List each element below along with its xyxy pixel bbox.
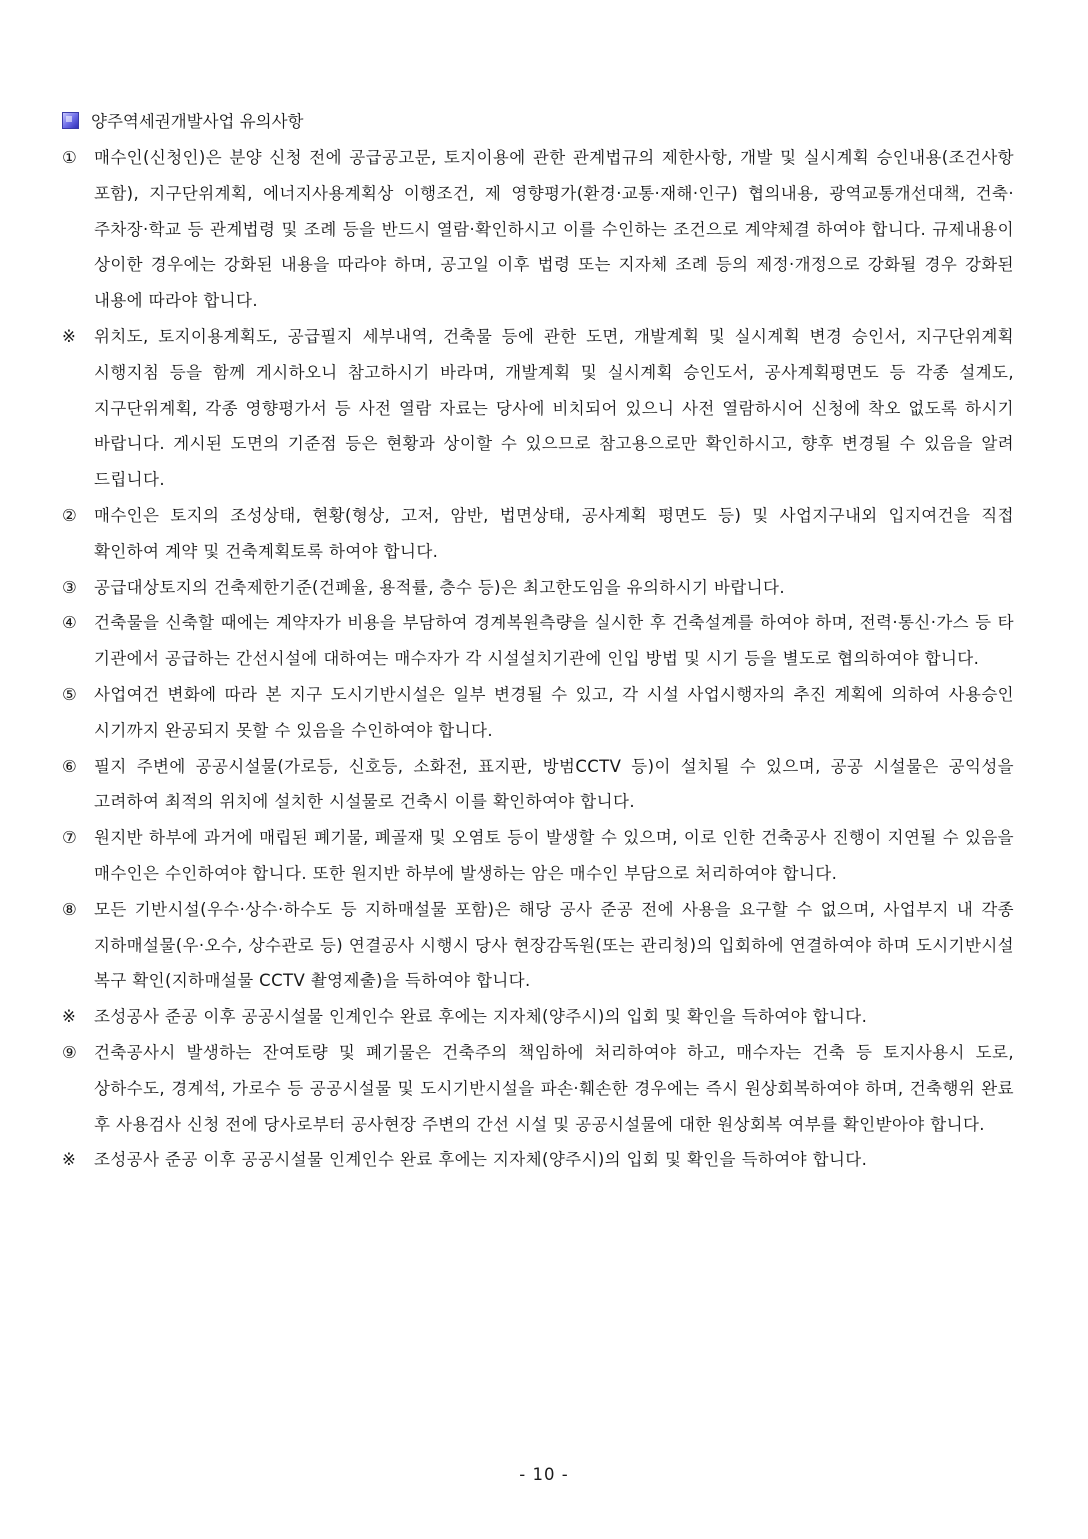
notice-item-6 — [62, 749, 1014, 821]
page-number: - 10 - — [519, 1465, 569, 1484]
notice-item-8 — [62, 892, 1014, 999]
notice-item-7 — [62, 820, 1014, 892]
item-marker: ⑦ — [62, 828, 77, 848]
item-text: 사업여건 변화에 따라 본 지구 도시기반시설은 일부 변경될 수 있고, 각 시설 사업시행자의 추진 계획에 의하여 사용승인 시기까지 완공되지 못할 수 있음을 수인하여야 합니다. — [94, 684, 1014, 740]
notice-list — [62, 140, 1014, 1178]
item-marker: ⑨ — [62, 1042, 77, 1062]
item-marker: ※ — [62, 1007, 76, 1027]
item-text: 건축공사시 발생하는 잔여토량 및 폐기물은 건축주의 책임하에 처리하여야 하고, 매수자는 건축 등 토지사용시 도로, 상하수도, 경계석, 가로수 등 공공시설물 및 도시기반시설을 파손·훼손한 경우에는 즉시 원상회복하여야 하며, 건축행위 완료 후 사용검사 신청 전에 당사로부터 공사현장 주변의 간선 시설 및 공공시설물에 대한 원상회복 여부를 확인받아야 합니다. — [94, 1042, 1014, 1134]
notice-item-4 — [62, 605, 1014, 677]
notice-item-note-2 — [62, 999, 1014, 1035]
item-text: 건축물을 신축할 때에는 계약자가 비용을 부담하여 경계복원측량을 실시한 후 건축설계를 하여야 하며, 전력·통신·가스 등 타 기관에서 공급하는 간선시설에 대하여는 매수자가 각 시설설치기관에 인입 방법 및 시기 등을 별도로 협의하여야 합니다. — [94, 613, 1014, 669]
item-marker: ⑥ — [62, 756, 77, 776]
item-marker: ⑧ — [62, 899, 77, 919]
item-marker: ⑤ — [62, 684, 77, 704]
item-text: 조성공사 준공 이후 공공시설물 인계인수 완료 후에는 지자체(양주시)의 입회 및 확인을 득하여야 합니다. — [94, 1150, 868, 1170]
notice-item-3 — [62, 570, 1014, 606]
item-marker: ※ — [62, 326, 76, 346]
item-text: 공급대상토지의 건축제한기준(건폐율, 용적률, 층수 등)은 최고한도임을 유의하시기 바랍니다. — [94, 577, 786, 597]
section-heading — [62, 107, 303, 133]
item-text: 매수인(신청인)은 분양 신청 전에 공급공고문, 토지이용에 관한 관계법규의 제한사항, 개발 및 실시계획 승인내용(조건사항 포함), 지구단위계획, 에너지사용계획상 이행조건, 제 영향평가(환경·교통·재해·인구) 협의내용, 광역교통개선대책, 건축·주차장·학교 등 관계법령 및 조례 등을 반드시 열람·확인하시고 이를 수인하는 조건으로 계약체결 하여야 합니다. 규제내용이 상이한 경우에는 강화된 내용을 따라야 하며, 공고일 이후 법령 또는 지자체 조례 등의 제정·개정으로 강화될 경우 강화된 내용에 따라야 합니다. — [94, 148, 1014, 311]
item-text: 조성공사 준공 이후 공공시설물 인계인수 완료 후에는 지자체(양주시)의 입회 및 확인을 득하여야 합니다. — [94, 1007, 868, 1027]
notice-item-5 — [62, 677, 1014, 749]
item-marker: ※ — [62, 1150, 76, 1170]
section-title: 양주역세권개발사업 유의사항 — [91, 112, 304, 131]
item-text: 위치도, 토지이용계획도, 공급필지 세부내역, 건축물 등에 관한 도면, 개발계획 및 실시계획 변경 승인서, 지구단위계획 시행지침 등을 함께 게시하오니 참고하시기 바라며, 개발계획 및 실시계획 승인도서, 공사계획평면도 등 각종 설계도, 지구단위계획, 각종 영향평가서 등 사전 열람 자료는 당사에 비치되어 있으니 사전 열람하시어 신청에 착오 없도록 하시기 바랍니다. 게시된 도면의 기준점 등은 현황과 상이할 수 있으므로 참고용으로만 확인하시고, 향후 변경될 수 있음을 알려 드립니다. — [94, 326, 1014, 490]
item-marker: ① — [62, 148, 77, 167]
item-text: 매수인은 토지의 조성상태, 현황(형상, 고저, 암반, 법면상태, 공사계획 평면도 등) 및 사업지구내외 입지여건을 직접 확인하여 계약 및 건축계획토록 하여야 합니다. — [94, 505, 1014, 561]
notice-item-9 — [62, 1035, 1014, 1142]
item-text: 필지 주변에 공공시설물(가로등, 신호등, 소화전, 표지판, 방범CCTV 등)이 설치될 수 있으며, 공공 시설물은 공익성을 고려하여 최적의 위치에 설치한 시설물로 건축시 이를 확인하여야 합니다. — [94, 756, 1014, 812]
notice-item-note-3 — [62, 1142, 1014, 1178]
item-text: 원지반 하부에 과거에 매립된 폐기물, 폐골재 및 오염토 등이 발생할 수 있으며, 이로 인한 건축공사 진행이 지연될 수 있음을 매수인은 수인하여야 합니다. 또한 원지반 하부에 발생하는 암은 매수인 부담으로 처리하여야 합니다. — [94, 828, 1014, 883]
notice-item-2 — [62, 498, 1014, 570]
item-marker: ④ — [62, 613, 77, 633]
notice-item-1 — [62, 140, 1014, 319]
notice-item-note-1 — [62, 319, 1014, 498]
square-bullet-icon — [62, 112, 79, 129]
item-marker: ③ — [62, 577, 77, 597]
item-marker: ② — [62, 505, 77, 525]
item-text: 모든 기반시설(우수·상수·하수도 등 지하매설물 포함)은 해당 공사 준공 전에 사용을 요구할 수 없으며, 사업부지 내 각종 지하매설물(우·오수, 상수관로 등) 연결공사 시행시 당사 현장감독원(또는 관리청)의 입회하에 연결하여야 하며 도시기반시설 복구 확인(지하매설물 CCTV 촬영제출)을 득하여야 합니다. — [94, 899, 1014, 991]
